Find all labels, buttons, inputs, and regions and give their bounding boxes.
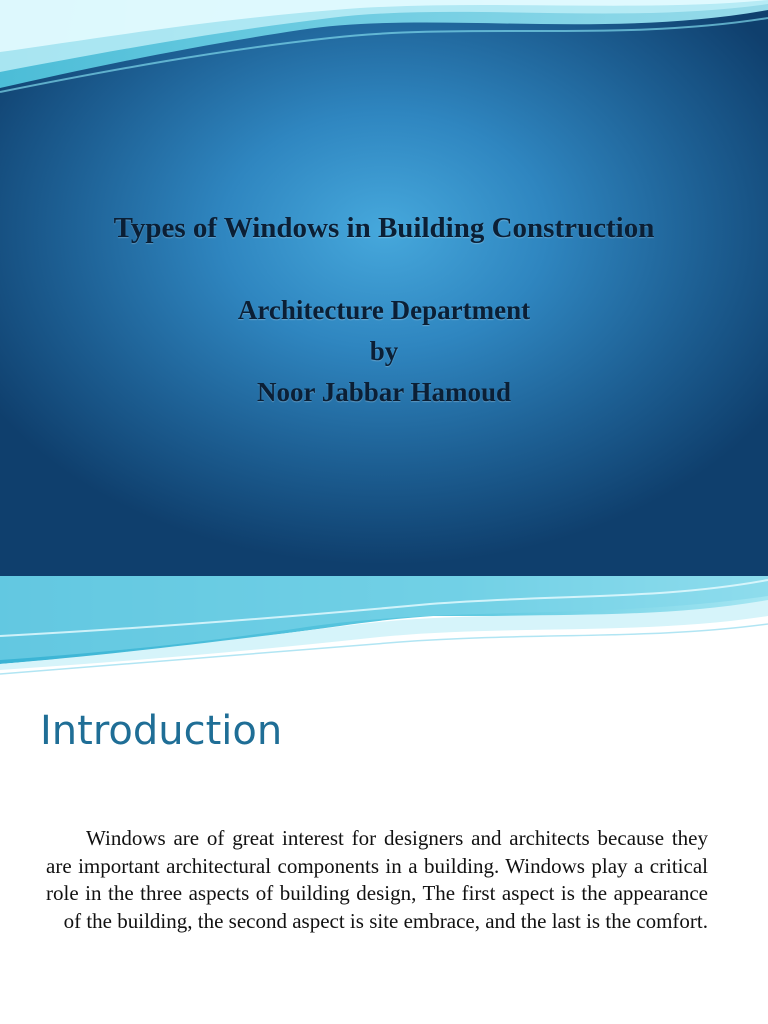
by-label: by (369, 336, 399, 366)
introduction-slide (0, 576, 768, 1024)
top-wave-decoration (0, 0, 768, 100)
author-name: Noor Jabbar Hamoud (256, 377, 512, 407)
title-block (0, 208, 768, 413)
introduction-body-text: Windows are of great interest for designers and architects because they are important architectural components in a building. Windows play a critical role in the three aspects of building design, The first aspect is the appearance of the building, the second aspect is site embrace, and the last is the comfort. (46, 826, 708, 933)
introduction-heading: Introduction (40, 708, 283, 754)
header-wave-decoration (0, 576, 768, 686)
department-name: Architecture Department (237, 295, 531, 325)
presentation-title: Types of Windows in Building Construction (113, 212, 655, 244)
